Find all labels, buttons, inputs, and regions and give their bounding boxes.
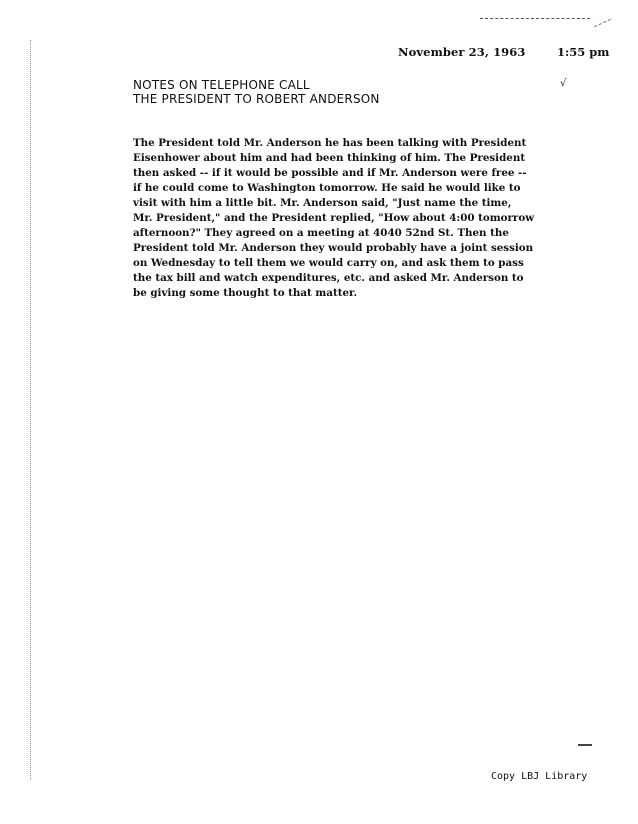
scan-mark-top-right (594, 19, 616, 38)
body-line: The President told Mr. Anderson he has been talking with President (133, 137, 527, 149)
body-line: visit with him a little bit. Mr. Anderson said, "Just name the time, (133, 197, 512, 209)
body-line: the tax bill and watch expenditures, etc. and asked Mr. Anderson to (133, 272, 524, 284)
library-copy-footer: Copy LBJ Library (491, 771, 588, 782)
body-line: then asked -- if it would be possible and if Mr. Anderson were free -- (133, 167, 527, 179)
body-line: on Wednesday to tell them we would carry on, and ask them to pass (133, 257, 524, 269)
body-line: afternoon?" They agreed on a meeting at 4040 52nd St. Then the (133, 227, 509, 239)
memo-time: 1:55 pm (557, 45, 610, 59)
memo-body (133, 136, 573, 301)
body-line: President told Mr. Anderson they would probably have a joint session (133, 242, 534, 254)
body-line: Mr. President," and the President replied, "How about 4:00 tomorrow (133, 212, 535, 224)
body-line: if he could come to Washington tomorrow. He said he would like to (133, 182, 521, 194)
scan-mark-bottom (578, 744, 592, 748)
scan-edge-marks (30, 40, 32, 780)
memo-heading-line-1: NOTES ON TELEPHONE CALL (133, 78, 310, 92)
body-line: Eisenhower about him and had been thinking of him. The President (133, 152, 526, 164)
body-line: be giving some thought to that matter. (133, 287, 358, 299)
memo-heading-line-2: THE PRESIDENT TO ROBERT ANDERSON (133, 92, 380, 106)
scan-mark-top (480, 18, 590, 23)
memo-date: November 23, 1963 (398, 45, 526, 59)
check-mark-icon: √ (560, 78, 567, 89)
